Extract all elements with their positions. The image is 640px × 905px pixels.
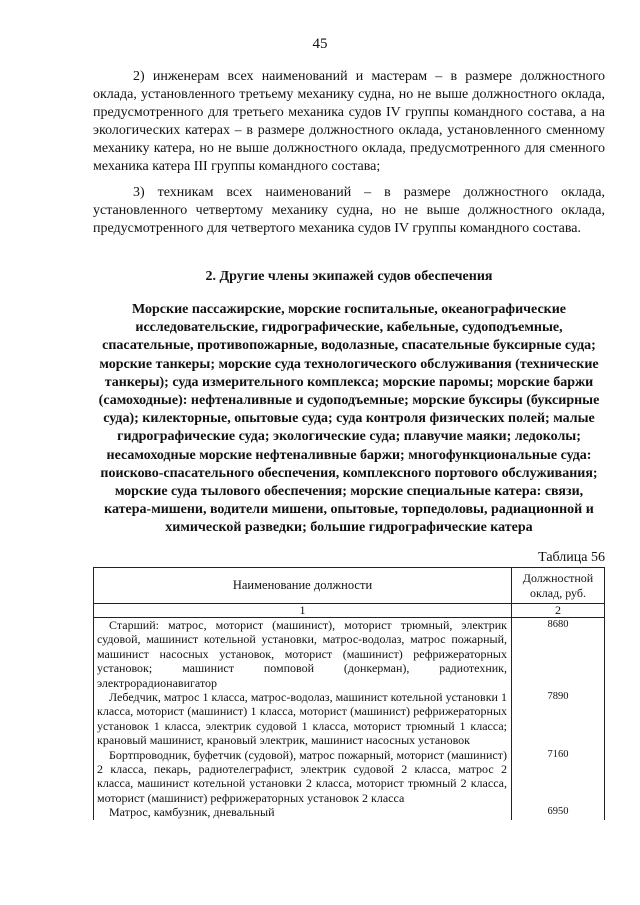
column-number: 2: [512, 604, 605, 618]
column-number: 1: [94, 604, 512, 618]
paragraph-technicians: [93, 184, 605, 238]
table-caption: Таблица 56: [538, 550, 605, 565]
position-cell: Матрос, камбузник, дневальный: [94, 805, 512, 819]
position-cell: Бортпроводник, буфетчик (судовой), матрос пожарный, моторист (машинист) 2 класса, пекарь, радиотелеграфист, электрик судовой 2 класса, матрос 2 класса, машинист котельной установки 2 класса, моторист трюмный 2 класса, моторист (машинист) рефрижераторных установок 2 класса: [94, 748, 512, 806]
table-row: [94, 618, 605, 691]
paragraph-text: 3) техникам всех наименований – в размере должностного оклада, установленного четвертому механику судна, но не выше должностного оклада, предусмотренного для четвертого механика судов IV группы командного состава.: [93, 185, 605, 236]
page-number: 45: [312, 36, 328, 52]
paragraph-engineers: [93, 68, 605, 176]
salary-cell: 6950: [512, 805, 605, 819]
salary-cell: 8680: [512, 618, 605, 691]
table-row: [94, 690, 605, 748]
table-row: [94, 805, 605, 819]
header-position: Наименование должности: [94, 568, 512, 604]
table-header-row: [94, 568, 605, 604]
column-number-row: [94, 604, 605, 618]
paragraph-text: 2) инженерам всех наименований и мастерам – в размере должностного оклада, установленного третьему механику судна, но не выше должностного оклада, предусмотренного для третьего механика судов IV группы командного состава, а на экологических катерах – в размере должностного оклада, установленного сменному механику катера, но не выше должностного оклада, предусмотренного для сменного механика катера III группы командного состава;: [93, 69, 605, 174]
section-title: 2. Другие члены экипажей судов обеспечения: [205, 269, 493, 284]
salary-cell: 7160: [512, 748, 605, 806]
salary-table: [93, 567, 605, 820]
salary-cell: 7890: [512, 690, 605, 748]
header-salary: Должностной оклад, руб.: [512, 568, 605, 604]
position-cell: Старший: матрос, моторист (машинист), моторист трюмный, электрик судовой, машинист котельной установки, матрос-водолаз, матрос пожарный, машинист насосных установок, моторист (машинист) рефрижераторных установок; машинист помповой (донкерман), радиотехник, электрорадионавигатор: [94, 618, 512, 691]
table-row: [94, 748, 605, 806]
section-subtitle: Морские пассажирские, морские госпитальные, океанографические исследовательские, гидрографические, кабельные, судоподъемные, спасательные, противопожарные, водолазные, спасательные буксирные суда; морские танкеры; морские суда технологического обслуживания (технические танкеры); суда измерительного комплекса; морские паромы; морские баржи (самоходные): нефтеналивные и судоподъемные; морские буксиры (буксирные суда); килекторные, опытовые суда; суда контроля физических полей; малые гидрографические суда; экологические суда; плавучие маяки; ледоколы; несамоходные морские нефтеналивные баржи; многофункциональные суда: поисково-спасательного обеспечения, комплексного портового обслуживания; морские суда тылового обеспечения; морские специальные катера: связи, катера-мишени, водители мишени, опытовые, торпедоловы, радиационной и химической разведки; большие гидрографические катера: [98, 302, 600, 536]
position-cell: Лебедчик, матрос 1 класса, матрос-водолаз, машинист котельной установки 1 класса, моторист (машинист) 1 класса, моторист (машинист) рефрижераторных установок 1 класса, электрик судовой 1 класса, моторист трюмный 1 класса; крановый машинист, крановый электрик, машинист насосных установок: [94, 690, 512, 748]
